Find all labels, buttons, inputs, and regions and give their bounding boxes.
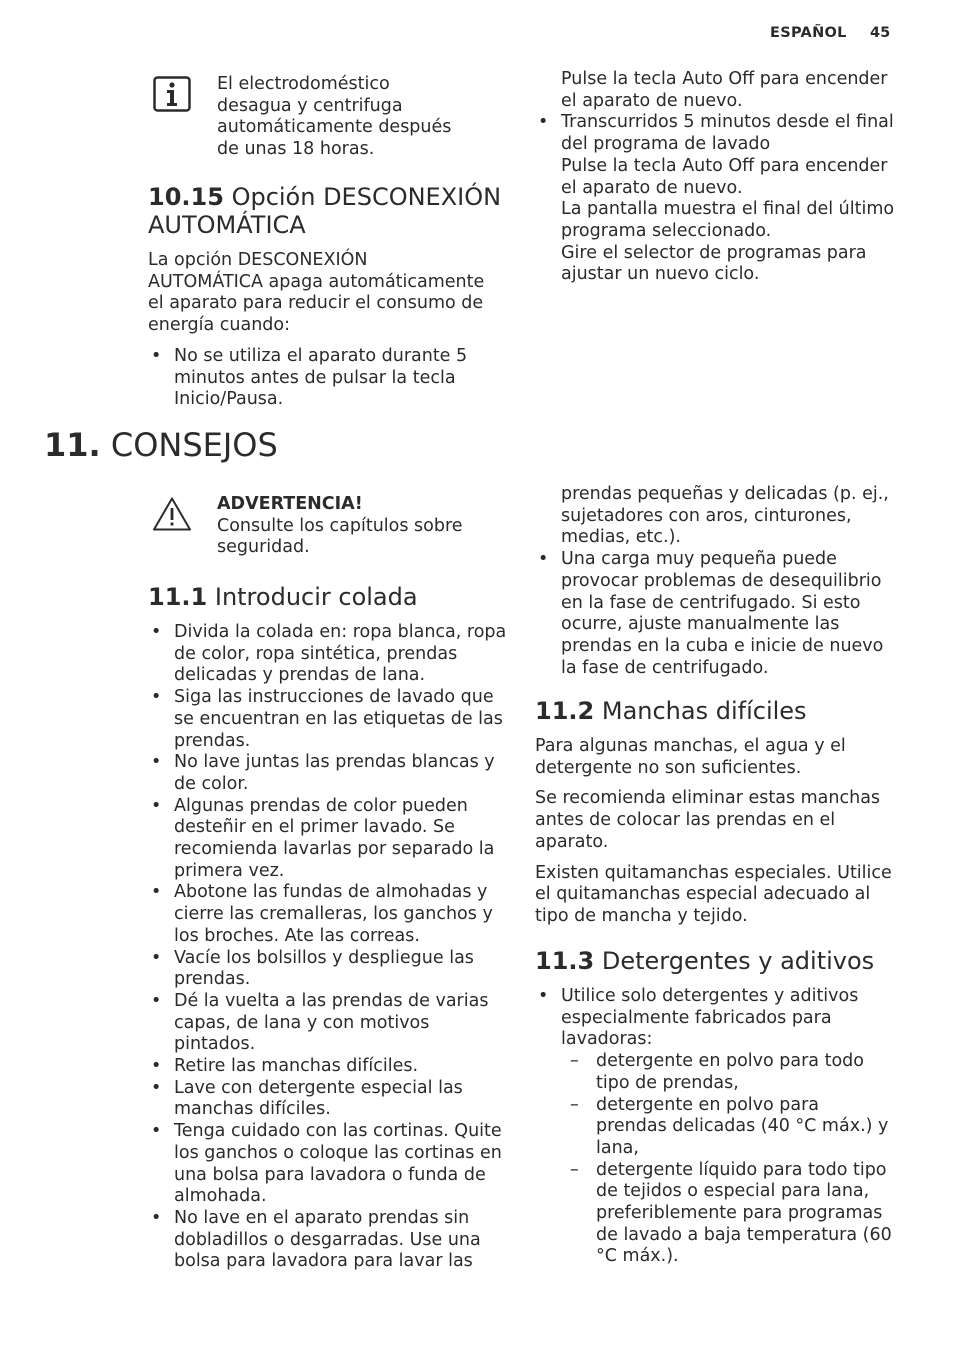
section-10-15-bullets	[148, 346, 508, 411]
info-note-text: El electrodoméstico desagua y centrifuga automáticamente después de unas 18 horas.	[217, 74, 452, 160]
list-item: • No lave en el aparato prendas sin dobladillos o desgarradas. Use una bolsa para lavadora para lavar las	[148, 1208, 513, 1273]
list-item: • Siga las instrucciones de lavado que se encuentran en las etiquetas de las prendas.	[148, 687, 513, 752]
list-item: • Transcurridos 5 minutos desde el final del programa de lavado Pulse la tecla Auto Off para encender el aparato de nuevo. La pantalla muestra el final del último programa seleccionado. Gire el selector de programas para ajustar un nuevo ciclo.	[535, 112, 905, 286]
header-language: ESPAÑOL	[770, 25, 847, 41]
list-item: • Lave con detergente especial las manchas difíciles.	[148, 1078, 513, 1121]
list-item: • Dé la vuelta a las prendas de varias capas, de lana y con motivos pintados.	[148, 991, 513, 1056]
section-11-1-bullets	[148, 622, 513, 1273]
list-item: • Tenga cuidado con las cortinas. Quite los ganchos o coloque las cortinas en una bolsa para lavadora o funda de almohada.	[148, 1121, 513, 1208]
list-item: • No lave juntas las prendas blancas y de color.	[148, 752, 513, 795]
warning-text: ADVERTENCIA! Consulte los capítulos sobre seguridad.	[217, 494, 507, 559]
section-10-15-heading: 10.15 Opción DESCONEXIÓN AUTOMÁTICA	[148, 183, 502, 239]
section-11-2-heading: 11.2 Manchas difíciles	[535, 697, 807, 725]
section-11-1-continued: prendas pequeñas y delicadas (p. ej., sujetadores con aros, cinturones, medias, etc.). • Una carga muy pequeña puede provocar problemas de desequilibrio en la fase de centrifugado. Si esto ocurre, ajuste manualmente las prendas en la cuba e inicie de nuevo la fase de centrifugado.	[535, 484, 905, 679]
warning-icon	[152, 496, 192, 532]
list-item: • Retire las manchas difíciles.	[148, 1056, 513, 1078]
warning-title: ADVERTENCIA!	[217, 494, 363, 514]
section-11-2-text	[535, 736, 905, 928]
list-item: • Vacíe los bolsillos y despliegue las prendas.	[148, 948, 513, 991]
list-item: • Divida la colada en: ropa blanca, ropa de color, ropa sintética, prendas delicadas y prendas de lana.	[148, 622, 513, 687]
page-number: 45	[870, 25, 891, 41]
section-number: 10.15	[148, 183, 224, 211]
info-icon	[153, 76, 191, 112]
dash-item: – detergente en polvo para prendas delicadas (40 °C máx.) y lana,	[535, 1095, 905, 1160]
section-10-15-intro: La opción DESCONEXIÓN AUTOMÁTICA apaga automáticamente el aparato para reducir el consumo de energía cuando:	[148, 250, 485, 336]
paragraph: Para algunas manchas, el agua y el detergente no son suficientes.	[535, 736, 846, 778]
list-item: • Utilice solo detergentes y aditivos especialmente fabricados para lavadoras:	[535, 986, 905, 1051]
list-item: • No se utiliza el aparato durante 5 minutos antes de pulsar la tecla Inicio/Pausa.	[148, 346, 508, 411]
section-11-1-heading: 11.1 Introducir colada	[148, 583, 418, 611]
list-item: • Abotone las fundas de almohadas y cierre las cremalleras, los ganchos y los broches. Ate las correas.	[148, 882, 513, 947]
paragraph: Se recomienda eliminar estas manchas antes de colocar las prendas en el aparato.	[535, 788, 881, 852]
chapter-11-title: 11. CONSEJOS	[44, 426, 278, 464]
section-11-3-bullets	[535, 986, 905, 1268]
list-item: • Algunas prendas de color pueden desteñir en el primer lavado. Se recomienda lavarlas por separado la primera vez.	[148, 796, 513, 883]
auto-off-continued: Pulse la tecla Auto Off para encender el aparato de nuevo. • Transcurridos 5 minutos desde el final del programa de lavado Pulse la tecla Auto Off para encender el aparato de nuevo. La pantalla muestra el final del último programa seleccionado. Gire el selector de programas para ajustar un nuevo ciclo.	[535, 69, 905, 286]
dash-item: – detergente en polvo para todo tipo de prendas,	[535, 1051, 905, 1094]
list-item: • Una carga muy pequeña puede provocar problemas de desequilibrio en la fase de centrifugado. Si esto ocurre, ajuste manualmente las prendas en la cuba e inicie de nuevo la fase de centrifugado.	[535, 549, 905, 679]
dash-item: – detergente líquido para todo tipo de tejidos o especial para lana, preferiblemente para programas de lavado a baja temperatura (60 °C máx.).	[535, 1160, 905, 1269]
paragraph: Existen quitamanchas especiales. Utilice el quitamanchas especial adecuado al tipo de mancha y tejido.	[535, 862, 892, 926]
section-11-3-heading: 11.3 Detergentes y aditivos	[535, 947, 875, 975]
